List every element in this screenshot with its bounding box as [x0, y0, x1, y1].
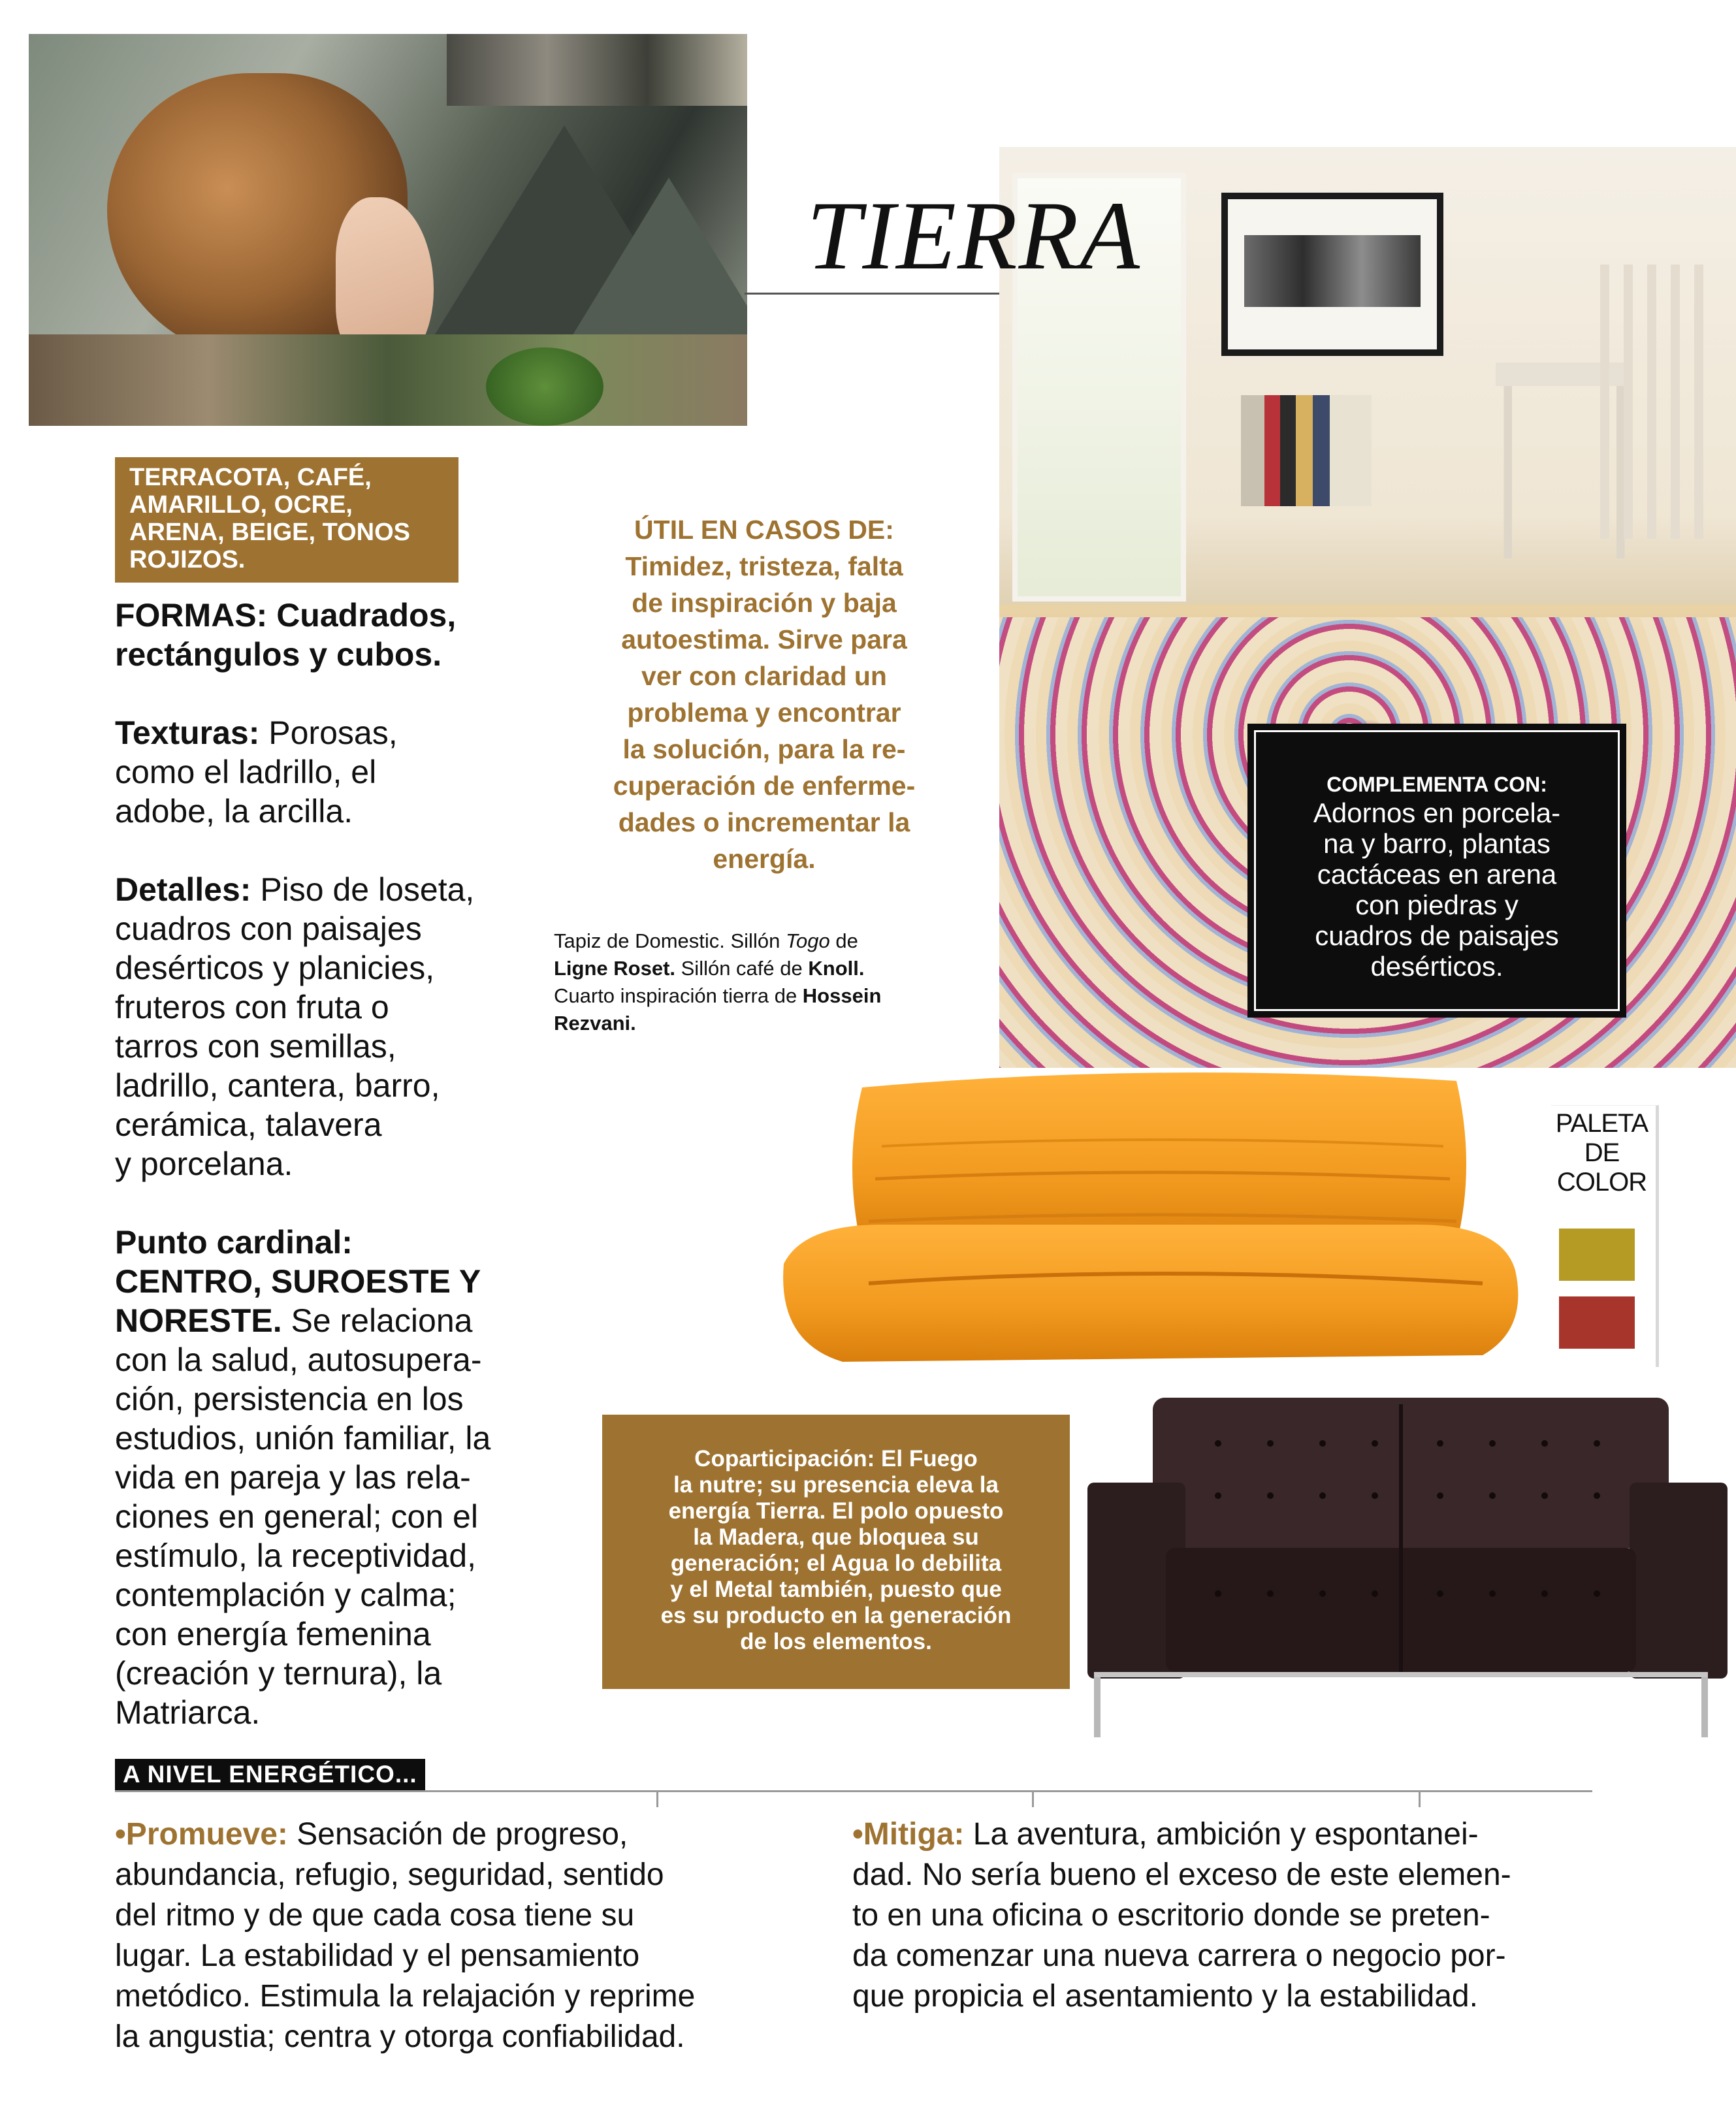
complementa-line: con piedras y: [1355, 890, 1519, 920]
mitiga-line: da comenzar una nueva carrera o negocio por-: [852, 1938, 1506, 1973]
detalles-line: cerámica, talavera: [115, 1106, 382, 1143]
util-line: de inspiración y baja: [632, 588, 897, 618]
util-line: ÚTIL EN CASOS DE:: [634, 515, 894, 545]
complementa-line: na y barro, plantas: [1323, 828, 1551, 859]
caption-bold: Ligne Roset.: [554, 957, 676, 980]
copart-line: es su producto en la generación: [660, 1603, 1012, 1628]
detalles-label: Detalles:: [115, 871, 251, 908]
mitiga-paragraph: [852, 1814, 1636, 2017]
util-line: autoestima. Sirve para: [621, 624, 907, 654]
promueve-line: metódico. Estimula la relajación y reprime: [115, 1979, 696, 2014]
util-line: ver con claridad un: [641, 661, 887, 691]
formas-paragraph: [115, 596, 533, 674]
detalles-paragraph: [115, 870, 533, 1183]
punto-cardinal-line: contemplación y calma;: [115, 1577, 457, 1613]
punto-cardinal-line: estudios, unión familiar, la: [115, 1420, 491, 1456]
complementa-line: Adornos en porcela-: [1313, 797, 1561, 828]
formas-line: rectángulos y cubos.: [115, 636, 442, 673]
util-line: dades o incrementar la: [618, 807, 910, 837]
copart-line: la Madera, que bloquea su: [693, 1524, 979, 1550]
caption-text: Cuarto inspiración tierra de: [554, 984, 803, 1007]
rule-tick: [656, 1790, 658, 1807]
caption-bold: Rezvani.: [554, 1012, 636, 1035]
copart-line: de los elementos.: [740, 1629, 932, 1654]
mitiga-text: La aventura, ambición y espontanei-: [964, 1817, 1479, 1852]
caption-bold: Knoll.: [808, 957, 865, 980]
punto-cardinal-label: Punto cardinal:: [115, 1224, 353, 1261]
util-line: cuperación de enferme-: [613, 771, 916, 801]
energy-rule: [115, 1790, 1592, 1792]
colors-box: [115, 457, 458, 583]
texturas-line: adobe, la arcilla.: [115, 793, 353, 829]
complementa-heading: COMPLEMENTA CON:: [1326, 773, 1547, 796]
caption-text: Sillón café de: [675, 957, 809, 980]
rule-tick: [1419, 1790, 1421, 1807]
dark-sofa-image: [1074, 1398, 1734, 1741]
colors-line: TERRACOTA, CAFÉ,: [129, 464, 372, 491]
promueve-line: abundancia, refugio, seguridad, sentido: [115, 1857, 664, 1892]
punto-cardinal-line: con energía femenina: [115, 1616, 431, 1652]
palette-label: [1551, 1109, 1652, 1197]
copart-line: y el Metal también, puesto que: [670, 1577, 1002, 1602]
punto-cardinal-line: con la salud, autosupera-: [115, 1342, 482, 1378]
caption-bold: Hossein: [802, 984, 882, 1007]
punto-cardinal-text: Se relaciona: [281, 1302, 473, 1339]
caption-italic: Togo: [785, 929, 830, 952]
copart-line: la nutre; su presencia eleva la: [673, 1472, 999, 1498]
detalles-line: desérticos y planicies,: [115, 950, 435, 986]
caption-text: de: [829, 929, 858, 952]
complementa-line: desérticos.: [1370, 951, 1503, 982]
rule-tick: [1032, 1790, 1034, 1807]
palette-label-line: COLOR: [1556, 1168, 1647, 1197]
promueve-line: lugar. La estabilidad y el pensamiento: [115, 1938, 640, 1973]
detalles-line: tarros con semillas,: [115, 1028, 396, 1065]
formas-line: FORMAS: Cuadrados,: [115, 597, 457, 634]
page-title: TIERRA: [807, 182, 1141, 290]
complementa-box: [1247, 724, 1626, 1018]
complementa-line: cactáceas en arena: [1317, 859, 1557, 890]
punto-cardinal-line: Matriarca.: [115, 1694, 261, 1731]
punto-cardinal-line: (creación y ternura), la: [115, 1655, 442, 1692]
util-box: [549, 511, 980, 877]
punto-cardinal-line: ciones en general; con el: [115, 1498, 478, 1535]
mitiga-line: dad. No sería bueno el exceso de este elemen-: [852, 1857, 1511, 1892]
detalles-line: fruteros con fruta o: [115, 989, 389, 1025]
energy-section-label: A NIVEL ENERGÉTICO...: [115, 1759, 425, 1790]
texturas-line: como el ladrillo, el: [115, 754, 377, 790]
complementa-line: cuadros de paisajes: [1315, 920, 1559, 951]
punto-cardinal-label: NORESTE.: [115, 1302, 282, 1339]
photo-caption: [554, 927, 998, 1037]
mitiga-lead: •Mitiga:: [852, 1817, 965, 1852]
promueve-line: del ritmo y de que cada cosa tiene su: [115, 1898, 635, 1933]
left-column: [115, 596, 533, 1771]
palette-swatch-red: [1559, 1296, 1635, 1349]
orange-sofa-image: [764, 1068, 1535, 1375]
util-line: Timidez, tristeza, falta: [625, 551, 903, 581]
punto-cardinal-line: ción, persistencia en los: [115, 1381, 464, 1417]
copart-line: energía Tierra. El polo opuesto: [668, 1498, 1004, 1524]
punto-cardinal-line: estímulo, la receptividad,: [115, 1537, 477, 1574]
copart-line: generación; el Agua lo debilita: [670, 1551, 1002, 1576]
palette-label-line: PALETA: [1555, 1109, 1648, 1138]
punto-cardinal-paragraph: [115, 1223, 533, 1732]
coparticipacion-box: [602, 1415, 1070, 1689]
detalles-line: cuadros con paisajes: [115, 910, 422, 947]
mitiga-line: que propicia el asentamiento y la estabilidad.: [852, 1979, 1478, 2014]
util-line: la solución, para la re-: [622, 734, 906, 764]
texturas-label: Texturas:: [115, 715, 260, 751]
copart-line: Coparticipación: El Fuego: [694, 1446, 978, 1471]
collage-image: [29, 34, 747, 426]
detalles-text: Piso de loseta,: [251, 871, 475, 908]
promueve-text: Sensación de progreso,: [287, 1817, 628, 1852]
punto-cardinal-label: CENTRO, SUROESTE Y: [115, 1263, 481, 1300]
promueve-paragraph: [115, 1814, 801, 2057]
util-line: energía.: [713, 844, 816, 874]
promueve-lead: •Promueve:: [115, 1817, 288, 1852]
color-palette: [1551, 1105, 1659, 1367]
colors-line: ARENA, BEIGE, TONOS: [129, 519, 411, 546]
detalles-line: y porcelana.: [115, 1146, 293, 1182]
punto-cardinal-line: vida en pareja y las rela-: [115, 1459, 471, 1496]
texturas-text: Porosas,: [259, 715, 398, 751]
colors-line: ROJIZOS.: [129, 546, 246, 573]
caption-text: Tapiz de Domestic. Sillón: [554, 929, 786, 952]
detalles-line: ladrillo, cantera, barro,: [115, 1067, 440, 1104]
promueve-line: la angustia; centra y otorga confiabilidad.: [115, 2019, 685, 2054]
title-rule: [745, 293, 999, 295]
texturas-paragraph: [115, 713, 533, 831]
palette-label-line: DE: [1584, 1138, 1620, 1167]
mitiga-line: to en una oficina o escritorio donde se preten-: [852, 1898, 1490, 1933]
util-line: problema y encontrar: [627, 698, 901, 728]
colors-line: AMARILLO, OCRE,: [129, 491, 353, 519]
palette-swatch-mustard: [1559, 1229, 1635, 1281]
